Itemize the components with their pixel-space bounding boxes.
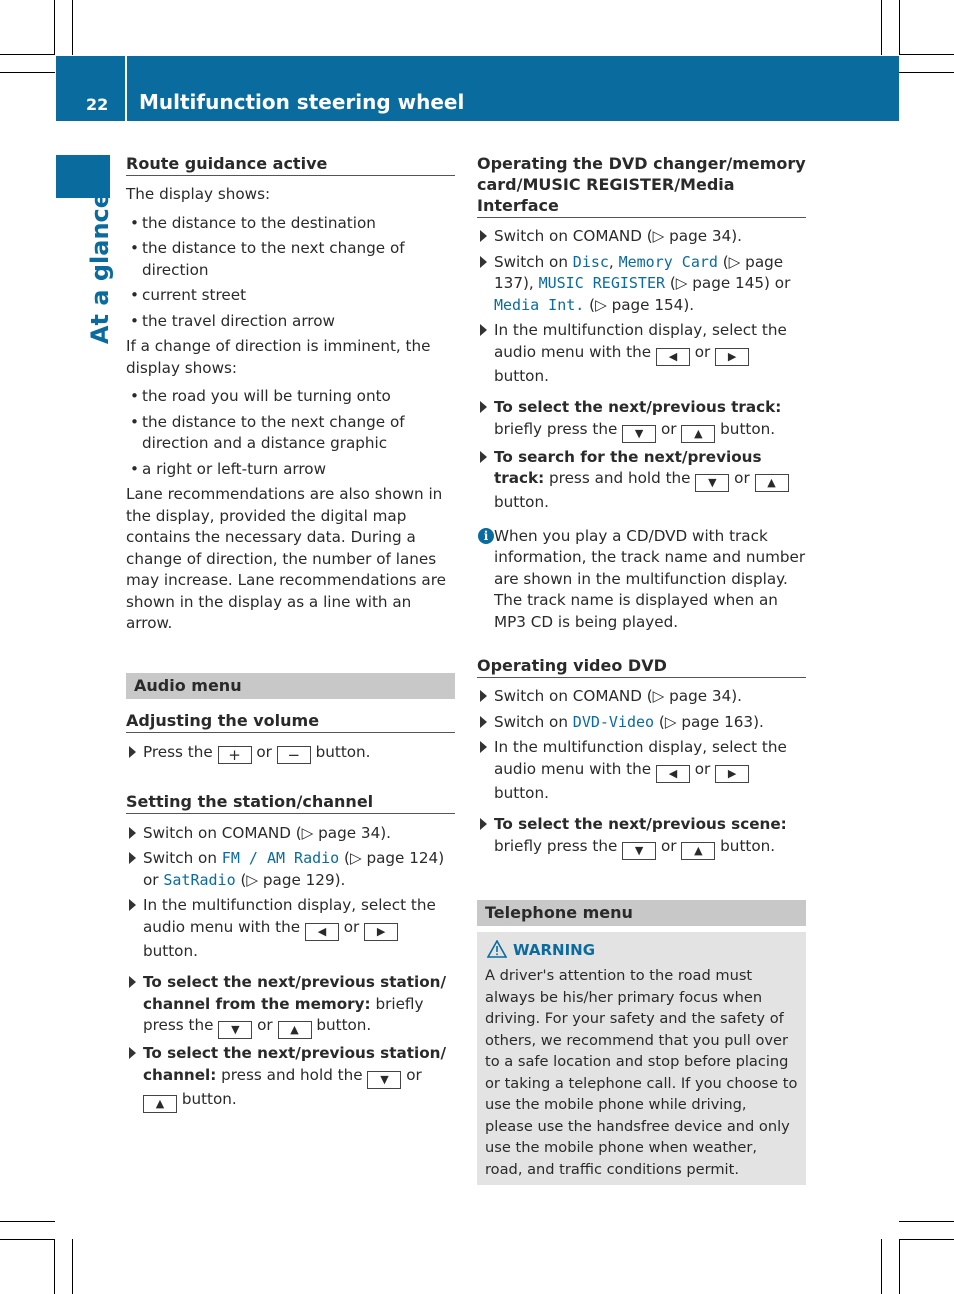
page-title: Multifunction steering wheel xyxy=(139,90,465,114)
text: Switch on xyxy=(494,252,568,271)
text: button. xyxy=(494,493,549,511)
left-key: ◀ xyxy=(656,765,690,783)
bold-text: To select the next/previous track: xyxy=(494,398,782,416)
up-key: ▲ xyxy=(681,425,715,443)
minus-key: − xyxy=(277,746,311,764)
text: briefly press the xyxy=(494,419,618,438)
left-column xyxy=(126,153,455,1113)
page-ref: (▷ page 145) or xyxy=(669,274,791,292)
arrow-right-icon xyxy=(480,230,487,242)
memory-card-label: Memory Card xyxy=(618,252,718,271)
arrow-right-icon xyxy=(480,401,487,413)
plus-key: + xyxy=(218,746,252,764)
header-divider xyxy=(125,56,127,121)
paragraph: Lane recommendations are also shown in the display, provided the digital map contains the necessary data. During a change of direction, the number of lanes may increase. Lane recommendations are shown in the display as a line with an arrow. xyxy=(126,485,446,632)
text: press and hold the xyxy=(549,469,691,487)
satradio-label: SatRadio xyxy=(163,870,236,889)
text: or xyxy=(694,342,711,361)
volume-heading: Adjusting the volume xyxy=(126,710,455,733)
text: Switch on COMAND (▷ page 34). xyxy=(494,687,742,705)
text: or xyxy=(734,469,750,487)
step-item xyxy=(126,1043,455,1113)
bold-text: To select the next/previous station/ channel from the memory: xyxy=(143,973,446,1013)
step-item xyxy=(126,742,455,764)
arrow-right-icon xyxy=(480,741,487,753)
step-item xyxy=(126,972,455,1039)
warning-box xyxy=(477,932,806,1186)
step-item xyxy=(477,814,806,860)
down-key: ▼ xyxy=(695,474,729,492)
up-key: ▲ xyxy=(278,1021,312,1039)
list-item: • the distance to the next change of direction and a distance graphic xyxy=(126,412,455,455)
step-item xyxy=(126,823,455,845)
page-ref: (▷ page 129). xyxy=(240,870,346,889)
audio-menu-band: Audio menu xyxy=(126,673,455,699)
crop-mark xyxy=(0,72,55,73)
step-item xyxy=(477,320,806,387)
telephone-menu-band: Telephone menu xyxy=(477,900,806,926)
crop-mark xyxy=(881,0,882,55)
list-item: • the road you will be turning onto xyxy=(126,386,455,408)
up-key: ▲ xyxy=(755,474,789,492)
left-key: ◀ xyxy=(656,348,690,366)
right-key: ▶ xyxy=(715,765,749,783)
crop-mark xyxy=(899,72,954,73)
crop-mark xyxy=(0,1239,55,1240)
step-item xyxy=(477,447,806,514)
step-item xyxy=(477,397,806,443)
crop-mark xyxy=(0,54,55,55)
page-number: 22 xyxy=(86,95,109,114)
crop-mark xyxy=(899,1221,954,1222)
text: button. xyxy=(494,366,549,385)
arrow-right-icon xyxy=(129,852,136,864)
warning-title: WARNING xyxy=(513,940,596,959)
page-ref: (▷ page 154). xyxy=(589,295,695,314)
crop-mark xyxy=(899,54,954,55)
warning-triangle-icon xyxy=(487,940,507,958)
bold-text: To search for the next/previous track: xyxy=(494,447,762,487)
arrow-right-icon xyxy=(480,818,487,830)
step-item xyxy=(477,252,806,317)
crop-mark xyxy=(899,1239,954,1240)
text: In the multifunction display, select the audio menu with the xyxy=(494,738,787,778)
text: Switch on xyxy=(143,849,217,867)
station-heading: Setting the station/channel xyxy=(126,791,455,814)
arrow-right-icon xyxy=(129,827,136,839)
text: button. xyxy=(315,742,371,761)
text: button. xyxy=(181,1089,237,1108)
arrow-right-icon xyxy=(129,746,136,758)
bullet-list xyxy=(126,213,455,333)
left-key: ◀ xyxy=(305,923,339,941)
step-item xyxy=(477,226,806,248)
dvd-video-label: DVD-Video xyxy=(572,712,655,731)
text: button. xyxy=(720,419,776,438)
list-item: • current street xyxy=(126,285,455,307)
up-key: ▲ xyxy=(681,842,715,860)
crop-mark xyxy=(899,0,900,55)
right-key: ▶ xyxy=(715,348,749,366)
crop-mark xyxy=(54,1239,55,1294)
right-key: ▶ xyxy=(364,923,398,941)
info-icon: i xyxy=(478,528,494,544)
page-ref: (▷ page 163). xyxy=(658,712,764,731)
crop-mark xyxy=(0,1221,55,1222)
text: In the multifunction display, select the audio menu with the xyxy=(143,896,436,936)
arrow-right-icon xyxy=(480,716,487,728)
step-item xyxy=(477,737,806,804)
text: press and hold the xyxy=(221,1065,363,1084)
bold-text: To select the next/previous station/ channel: xyxy=(143,1044,446,1084)
text: button. xyxy=(720,836,776,855)
text: button. xyxy=(143,941,198,960)
text: or xyxy=(406,1065,422,1084)
list-item: • a right or left-turn arrow xyxy=(126,459,455,481)
dvd-heading: Operating the DVD changer/memory card/MUSIC REGISTER/Media Interface xyxy=(477,153,806,218)
page-ref: (▷ page 137), xyxy=(494,252,784,292)
text: or xyxy=(694,759,711,778)
text: or xyxy=(660,836,677,855)
warning-text: A driver's attention to the road must always be his/her primary focus when driving. For your safety and the safety of others, we recommend that you pull over to a safe location and stop before placing or taking a telephone call. If you choose to use the mobile phone while driving, please use the handsfree device and only use the mobile phone when weather, road, and traffic conditions permit. xyxy=(485,967,798,1178)
info-note xyxy=(477,526,806,634)
text: button. xyxy=(316,1016,372,1034)
crop-mark xyxy=(54,0,55,55)
media-int-label: Media Int. xyxy=(494,295,585,314)
arrow-right-icon xyxy=(129,976,136,988)
down-key: ▼ xyxy=(622,425,656,443)
text: Switch on COMAND (▷ page 34). xyxy=(143,823,391,842)
list-item: • the distance to the next change of direction xyxy=(126,238,455,281)
disc-label: Disc xyxy=(572,252,609,271)
arrow-right-icon xyxy=(480,690,487,702)
down-key: ▼ xyxy=(218,1021,252,1039)
step-item xyxy=(126,848,455,891)
step-item xyxy=(126,895,455,962)
arrow-right-icon xyxy=(480,256,487,268)
arrow-right-icon xyxy=(480,324,487,336)
down-key: ▼ xyxy=(367,1071,401,1089)
crop-mark xyxy=(72,1239,73,1294)
music-register-label: MUSIC REGISTER xyxy=(538,274,666,292)
page-ref: (▷ page 124) or xyxy=(143,849,445,889)
right-column xyxy=(477,153,806,1185)
text: or xyxy=(256,742,272,761)
crop-mark xyxy=(72,0,73,55)
section-label: At a glance xyxy=(86,191,114,345)
paragraph: The display shows: xyxy=(126,185,271,203)
down-key: ▼ xyxy=(622,842,656,860)
paragraph: If a change of direction is imminent, the display shows: xyxy=(126,337,431,377)
text: briefly press the xyxy=(494,836,618,855)
step-item xyxy=(477,712,806,734)
text: In the multifunction display, select the audio menu with the xyxy=(494,321,787,361)
arrow-right-icon xyxy=(480,451,487,463)
arrow-right-icon xyxy=(129,899,136,911)
warning-header xyxy=(485,940,798,962)
crop-mark xyxy=(899,1239,900,1294)
text: briefly press the xyxy=(143,994,424,1034)
text: Press the xyxy=(143,742,213,761)
text: or xyxy=(660,419,677,438)
text: or xyxy=(343,917,360,936)
video-heading: Operating video DVD xyxy=(477,655,806,678)
bold-text: To select the next/previous scene: xyxy=(494,815,787,833)
list-item: • the distance to the destination xyxy=(126,213,455,235)
fm-am-radio-label: FM / AM Radio xyxy=(221,849,340,867)
text: or xyxy=(257,1016,273,1034)
route-heading: Route guidance active xyxy=(126,153,455,176)
info-text: When you play a CD/DVD with track information, the track name and number are shown in the multifunction display. The track name is displayed when an MP3 CD is being played. xyxy=(494,526,806,631)
step-item xyxy=(477,686,806,708)
bullet-list xyxy=(126,386,455,480)
text: Switch on xyxy=(494,712,568,731)
text: , xyxy=(608,252,614,271)
list-item: • the travel direction arrow xyxy=(126,311,455,333)
crop-mark xyxy=(881,1239,882,1294)
text: button. xyxy=(494,783,549,802)
text: Switch on COMAND (▷ page 34). xyxy=(494,227,742,245)
arrow-right-icon xyxy=(129,1047,136,1059)
up-key: ▲ xyxy=(143,1095,177,1113)
